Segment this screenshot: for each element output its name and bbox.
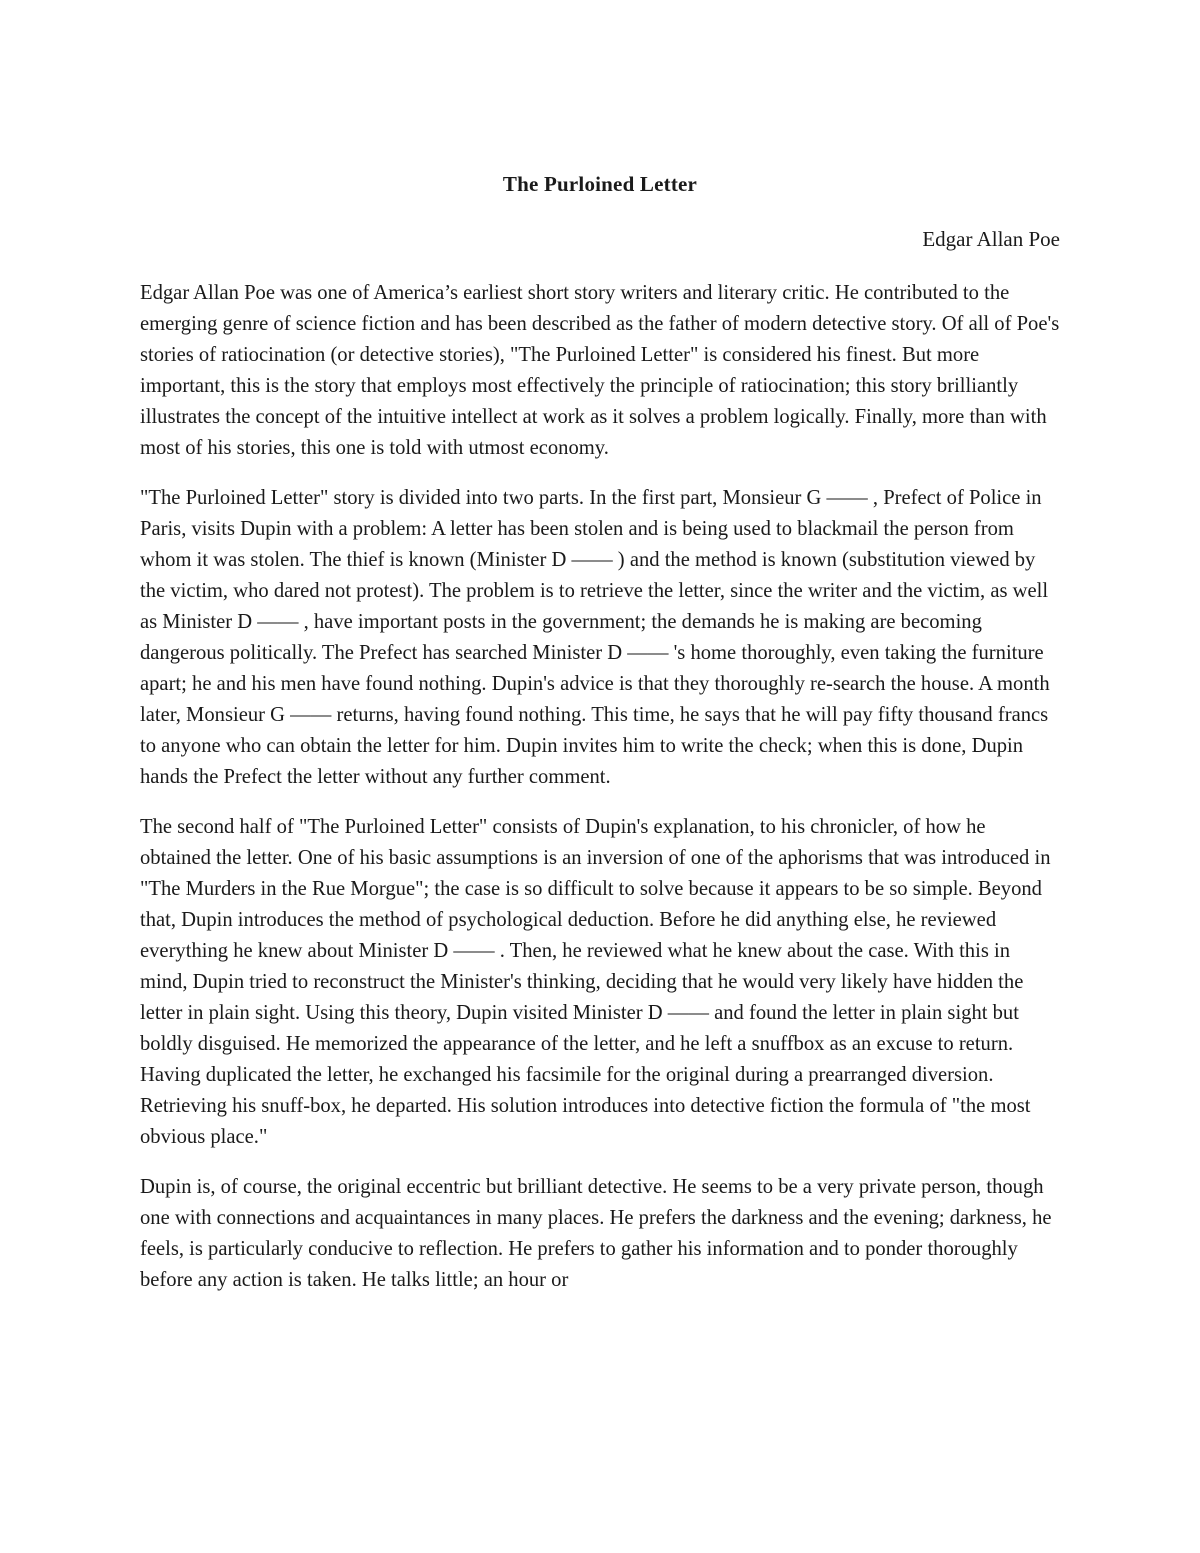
paragraph-intro: Edgar Allan Poe was one of America’s earliest short story writers and literary critic. He contributed to the emerging genre of science fiction and has been described as the father of modern detective story. Of all of Poe's stories of ratiocination (or detective stories), "The Purloined Letter" is considered his finest. But more important, this is the story that employs most effectively the principle of ratiocination; this story brilliantly illustrates the concept of the intuitive intellect at work as it solves a problem logically. Finally, more than with most of his stories, this one is told with utmost economy. [140, 282, 1060, 459]
paragraph-second-half: The second half of "The Purloined Letter" consists of Dupin's explanation, to his chronicler, of how he obtained the letter. One of his basic assumptions is an inversion of one of the aphorisms that was introduced in "The Murders in the Rue Morgue"; the case is so difficult to solve because it appears to be so simple. Beyond that, Dupin introduces the method of psychological deduction. Before he did anything else, he reviewed everything he knew about Minister D —— . Then, he reviewed what he knew about the case. With this in mind, Dupin tried to reconstruct the Minister's thinking, deciding that he would very likely have hidden the letter in plain sight. Using this theory, Dupin visited Minister D —— and found the letter in plain sight but boldly disguised. He memorized the appearance of the letter, and he left a snuffbox as an excuse to return. Having duplicated the letter, he exchanged his facsimile for the original during a prearranged diversion. Retrieving his snuff-box, he departed. His solution introduces into detective fiction the formula of "the most obvious place." [140, 816, 1051, 1148]
document-author: Edgar Allan Poe [922, 227, 1060, 251]
document-title: The Purloined Letter [502, 172, 698, 196]
paragraph-first-part: "The Purloined Letter" story is divided into two parts. In the first part, Monsieur G —— , Prefect of Police in Paris, visits Dupin with a problem: A letter has been stolen and is being used to blackmail the person from whom it was stolen. The thief is known (Minister D —— ) and the method is known (substitution viewed by the victim, who dared not protest). The problem is to retrieve the letter, since the writer and the victim, as well as Minister D —— , have important posts in the government; the demands he is making are becoming dangerous politically. The Prefect has searched Minister D —— 's home thoroughly, even taking the furniture apart; he and his men have found nothing. Dupin's advice is that they thoroughly re-search the house. A month later, Monsieur G —— returns, having found nothing. This time, he says that he will pay fifty thousand francs to anyone who can obtain the letter for him. Dupin invites him to write the check; when this is done, Dupin hands the Prefect the letter without any further comment. [140, 487, 1050, 788]
paragraph-dupin: Dupin is, of course, the original eccentric but brilliant detective. He seems to be a very private person, though one with connections and acquaintances in many places. He prefers the darkness and the evening; darkness, he feels, is particularly conducive to reflection. He prefers to gather his information and to ponder thoroughly before any action is taken. He talks little; an hour or [140, 1176, 1052, 1291]
